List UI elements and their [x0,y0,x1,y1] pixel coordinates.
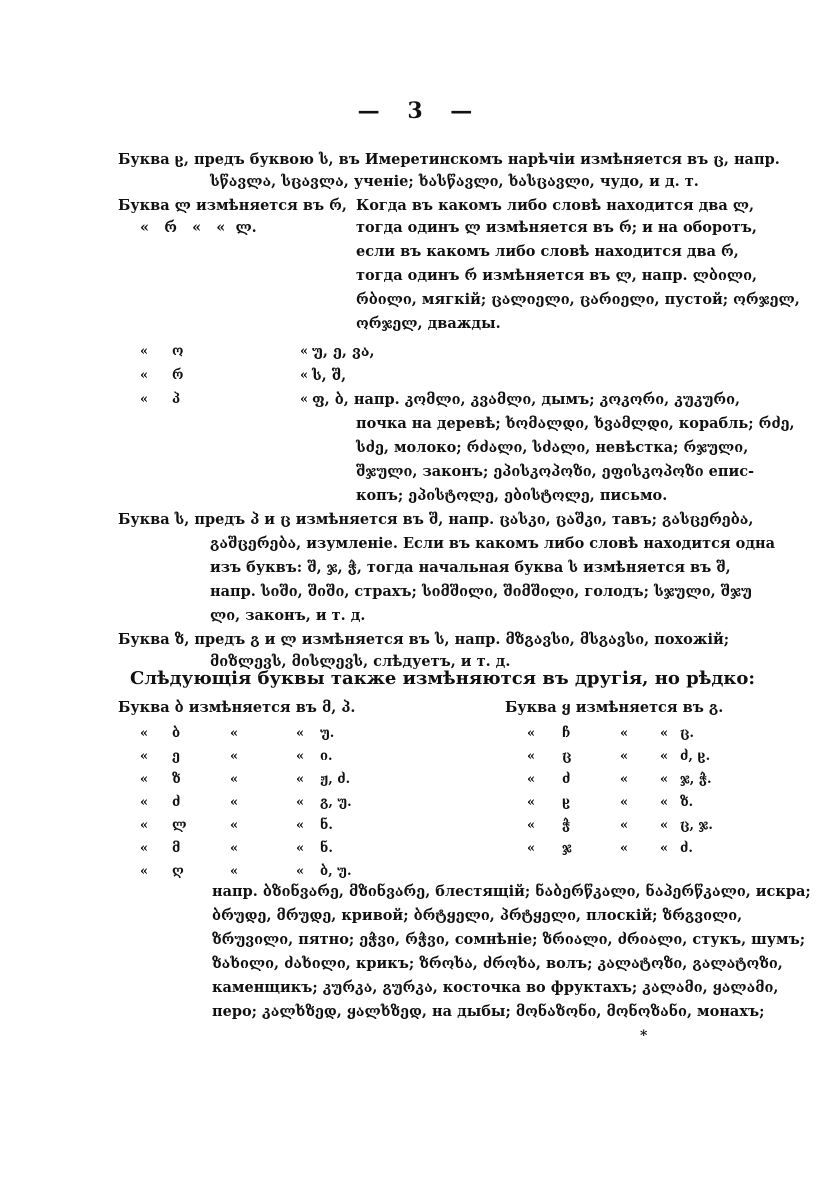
table-right-letter: ჭ [562,818,571,833]
table-right-result: ც, ჯ. [680,818,713,833]
table-left-letter: ძ [172,795,181,810]
table-right-letter: ც [562,749,572,764]
section2-intro: Буква ლ измѣняется въ რ, [118,197,347,214]
section2-line: Когда въ какомъ либо словѣ находится два ლ, [356,197,755,214]
table-right-result: ზ. [680,795,694,810]
example-line: ზრუვილი, пятно; ეჭვი, რჭვი, сомнѣніе; ზრიალი, ძრიალი, стукъ, шумъ; [212,931,806,948]
table-right-letter: ჸ [562,795,571,810]
table-left-result: უ. [320,726,335,741]
section2-line: რბილი, мягкій; ცალიელი, ცარიელი, пустой; ორჯელ, [356,291,800,308]
footer-mark: * [640,1028,648,1044]
section1-line1: Буква ჸ, предъ буквою ს, въ Имеретинскомъ нарѣчіи измѣняется въ ც, напр. [118,151,780,168]
row-result: უ, ე, ვა, [312,343,375,360]
section2-row2: « რ « « ლ. [140,219,257,236]
table-right-result: ძ. [680,841,693,856]
section3-cont: შჯული, законъ; ეპისკოპოზი, ეფისკოპოზი епис- [356,463,755,480]
table-left-result: ნ. [320,818,333,833]
row-quote: « [140,392,149,407]
section3-cont: почка на деревѣ; ხომალდი, ხვამლდი, корабль; რძე, [356,415,795,432]
example-line: каменщикъ; კურკა, გურკა, косточка во фруктахъ; კალამი, ყალამი, [212,979,779,996]
table-left-result: ბ, უ. [320,864,352,879]
page-number: — 3 — [357,98,483,124]
row-result: ფ, ბ, напр. კომლი, კვამლი, дымъ; კოკორი, კუკური, [312,391,741,408]
row-quote: « [300,392,309,407]
section5-line: მიზლევს, მისლევს, слѣдуетъ, и т. д. [210,653,511,670]
table-left-result: ი. [320,749,333,764]
row-letter: რ [172,368,184,383]
example-line: ზახილი, ძახილი, крикъ; ზროხა, ძროხა, волъ; კალატოზი, გალატოზი, [212,955,783,972]
section2-line: ორჯელ, дважды. [356,315,501,332]
section4-line: изъ буквъ: შ, ჯ, ჭ, тогда начальная буква ს измѣняется въ შ, [210,559,731,576]
section5-line: Буква ზ, предъ გ и ლ измѣняется въ ს, напр. მზგავსი, მსგავსი, похожій; [118,631,730,648]
table-left-letter: ბ [172,726,181,741]
row-quote: « [300,344,309,359]
table-left-result: გ, უ. [320,795,352,810]
table-left-result: ნ. [320,841,333,856]
row-letter: ო [172,344,184,359]
table-right-letter: ჩ [562,726,571,741]
section4-line: გაშცერება, изумленіе. Если въ какомъ либо словѣ находится одна [210,535,776,552]
section2-line: тогда одинъ ლ измѣняется въ რ; и на оборотъ, [356,219,757,236]
table-left-letter: ე [172,749,180,764]
section4-line: Буква ს, предъ პ и ც измѣняется въ შ, напр. ცასკი, ცაშკი, тавъ; გასცერება, [118,511,754,528]
row-result: ს, შ, [312,367,347,384]
row-quote: « [300,368,309,383]
table-right-result: ძ, ჸ. [680,749,711,764]
table-left-letter: მ [172,841,181,856]
document-page: — 3 — Буква ჸ, предъ буквою ს, въ Имеретинскомъ нарѣчіи измѣняется въ ც, напр. სწავლა, სცავლა, ученіе; ხასწავლი, ხასცავლი, чудо, и д. т. Буква ლ измѣняется въ რ, « რ « « ლ. Когда въ какомъ либо словѣ находится два ლ, тогда одинъ ლ измѣняется въ რ; и на оборотъ, если въ какомъ либо словѣ находится два რ, тогда одинъ რ измѣняется въ ლ, напр. ლბილი, რბილი, мягкій; ცალიელი, ცარიელი, пустой; ორჯელ, ორჯელ, дважды. « ო « უ, ე, ვა, « რ « ს, შ, « პ « ფ, ბ, напр. კომლი, კვამლი, дымъ; კოკორი, კუკური, почка на деревѣ; ხომალდი, ხვამლდი, корабль; რძე, სძე, молоко; რძალი, სძალი, невѣстка; რჯული, შჯული, законъ; ეპისკოპოზი, ეფისკოპოზი епис- копъ; ეპისტოლე, ებისტოლე, письмо. Буква ს, предъ პ и ც измѣняется въ შ, напр. ცასკი, ცაშკი, тавъ; გასცერება, გაშცერება, изумленіе. Если въ какомъ либо словѣ находится одна изъ буквъ: შ, ჯ, ჭ, тогда начальная буква ს измѣняется въ შ, напр. სიში, შიში, страхъ; სიმშილი, შიმშილი, голодъ; სჯული, შჯუ ლი, законъ, и т. д. Буква ზ, предъ გ и ლ измѣняется въ ს, напр. მზგავსი, მსგავსი, похожій; მიზლევს, მისლევს, слѣдуетъ, и т. д. Слѣдующія буквы также измѣняются въ другія, но рѣдко: Буква ბ измѣняется въ მ, პ. « ბ « « უ. « ე « « ი. « ზ « « ჟ, ძ. « ძ « « გ, უ. « ლ « « ნ. « მ « « ნ. « ღ « « ბ, უ. Буква ყ измѣняется въ გ. « ჩ « « ც. « ც « « ძ, ჸ. « ძ « « ჯ, ჭ. « ჸ « « ზ. « ჭ « « ც, ჯ. « ჯ « « ძ. напр. ბზინვარე, მზინვარე, блестящій; ნაბერწკალი, ნაპერწკალი, искра; ბრუდე, მრუდე, кривой; ბრტყელი, პრტყელი, плоскій; ზრგვილი, ზრუვილი, пятно; ეჭვი, რჭვი, сомнѣніе; ზრიალი, ძრიალი, стукъ, шумъ; ზახილი, ძახილი, крикъ; ზროხა, ძროხა, волъ; კალატოზი, გალატოზი, каменщикъ; კურკა, გურკა, косточка во фруктахъ; კალამი, ყალამი, перо; კალხზედ, ყალხზედ, на дыбы; მონაზონი, მონოზანი, монахъ; * [0,0,840,1191]
section1-line2: სწავლა, სცავლა, ученіе; ხასწავლი, ხასცავლი, чудо, и д. т. [210,173,699,190]
table-right-result: ც. [680,726,695,741]
section4-line: напр. სიში, შიში, страхъ; სიმშილი, შიმშილი, голодъ; სჯული, შჯუ [210,583,752,600]
example-line: ბრუდე, მრუდე, кривой; ბრტყელი, პრტყელი, плоскій; ზრგვილი, [212,907,743,924]
table-left-result: ჟ, ძ. [320,772,351,787]
row-letter: პ [172,392,181,407]
table-left-letter: ზ [172,772,181,787]
section2-line: тогда одинъ რ измѣняется въ ლ, напр. ლბილი, [356,267,758,284]
table-right-result: ჯ, ჭ. [680,772,712,787]
example-line: перо; კალხზედ, ყალხზედ, на дыбы; მონაზონი, მონოზანი, монахъ; [212,1003,765,1020]
example-line: напр. ბზინვარე, მზინვარე, блестящій; ნაბერწკალი, ნაპერწკალი, искра; [212,883,811,900]
table-left-letter: ლ [172,818,187,833]
section2-line: если въ какомъ либо словѣ находится два რ, [356,243,739,260]
table-left-letter: ღ [172,864,184,879]
section-heading: Слѣдующія буквы также измѣняются въ другія, но рѣдко: [130,668,756,689]
section3-cont: სძე, молоко; რძალი, სძალი, невѣстка; რჯული, [356,439,749,456]
table-right-letter: ჯ [562,841,572,856]
section4-line: ლი, законъ, и т. д. [210,607,366,624]
section3-cont: копъ; ეპისტოლე, ებისტოლე, письмо. [356,487,668,504]
row-quote: « [140,344,149,359]
table-right-header: Буква ყ измѣняется въ გ. [505,699,724,716]
table-right-letter: ძ [562,772,571,787]
row-quote: « [140,368,149,383]
table-left-header: Буква ბ измѣняется въ მ, პ. [118,699,356,716]
